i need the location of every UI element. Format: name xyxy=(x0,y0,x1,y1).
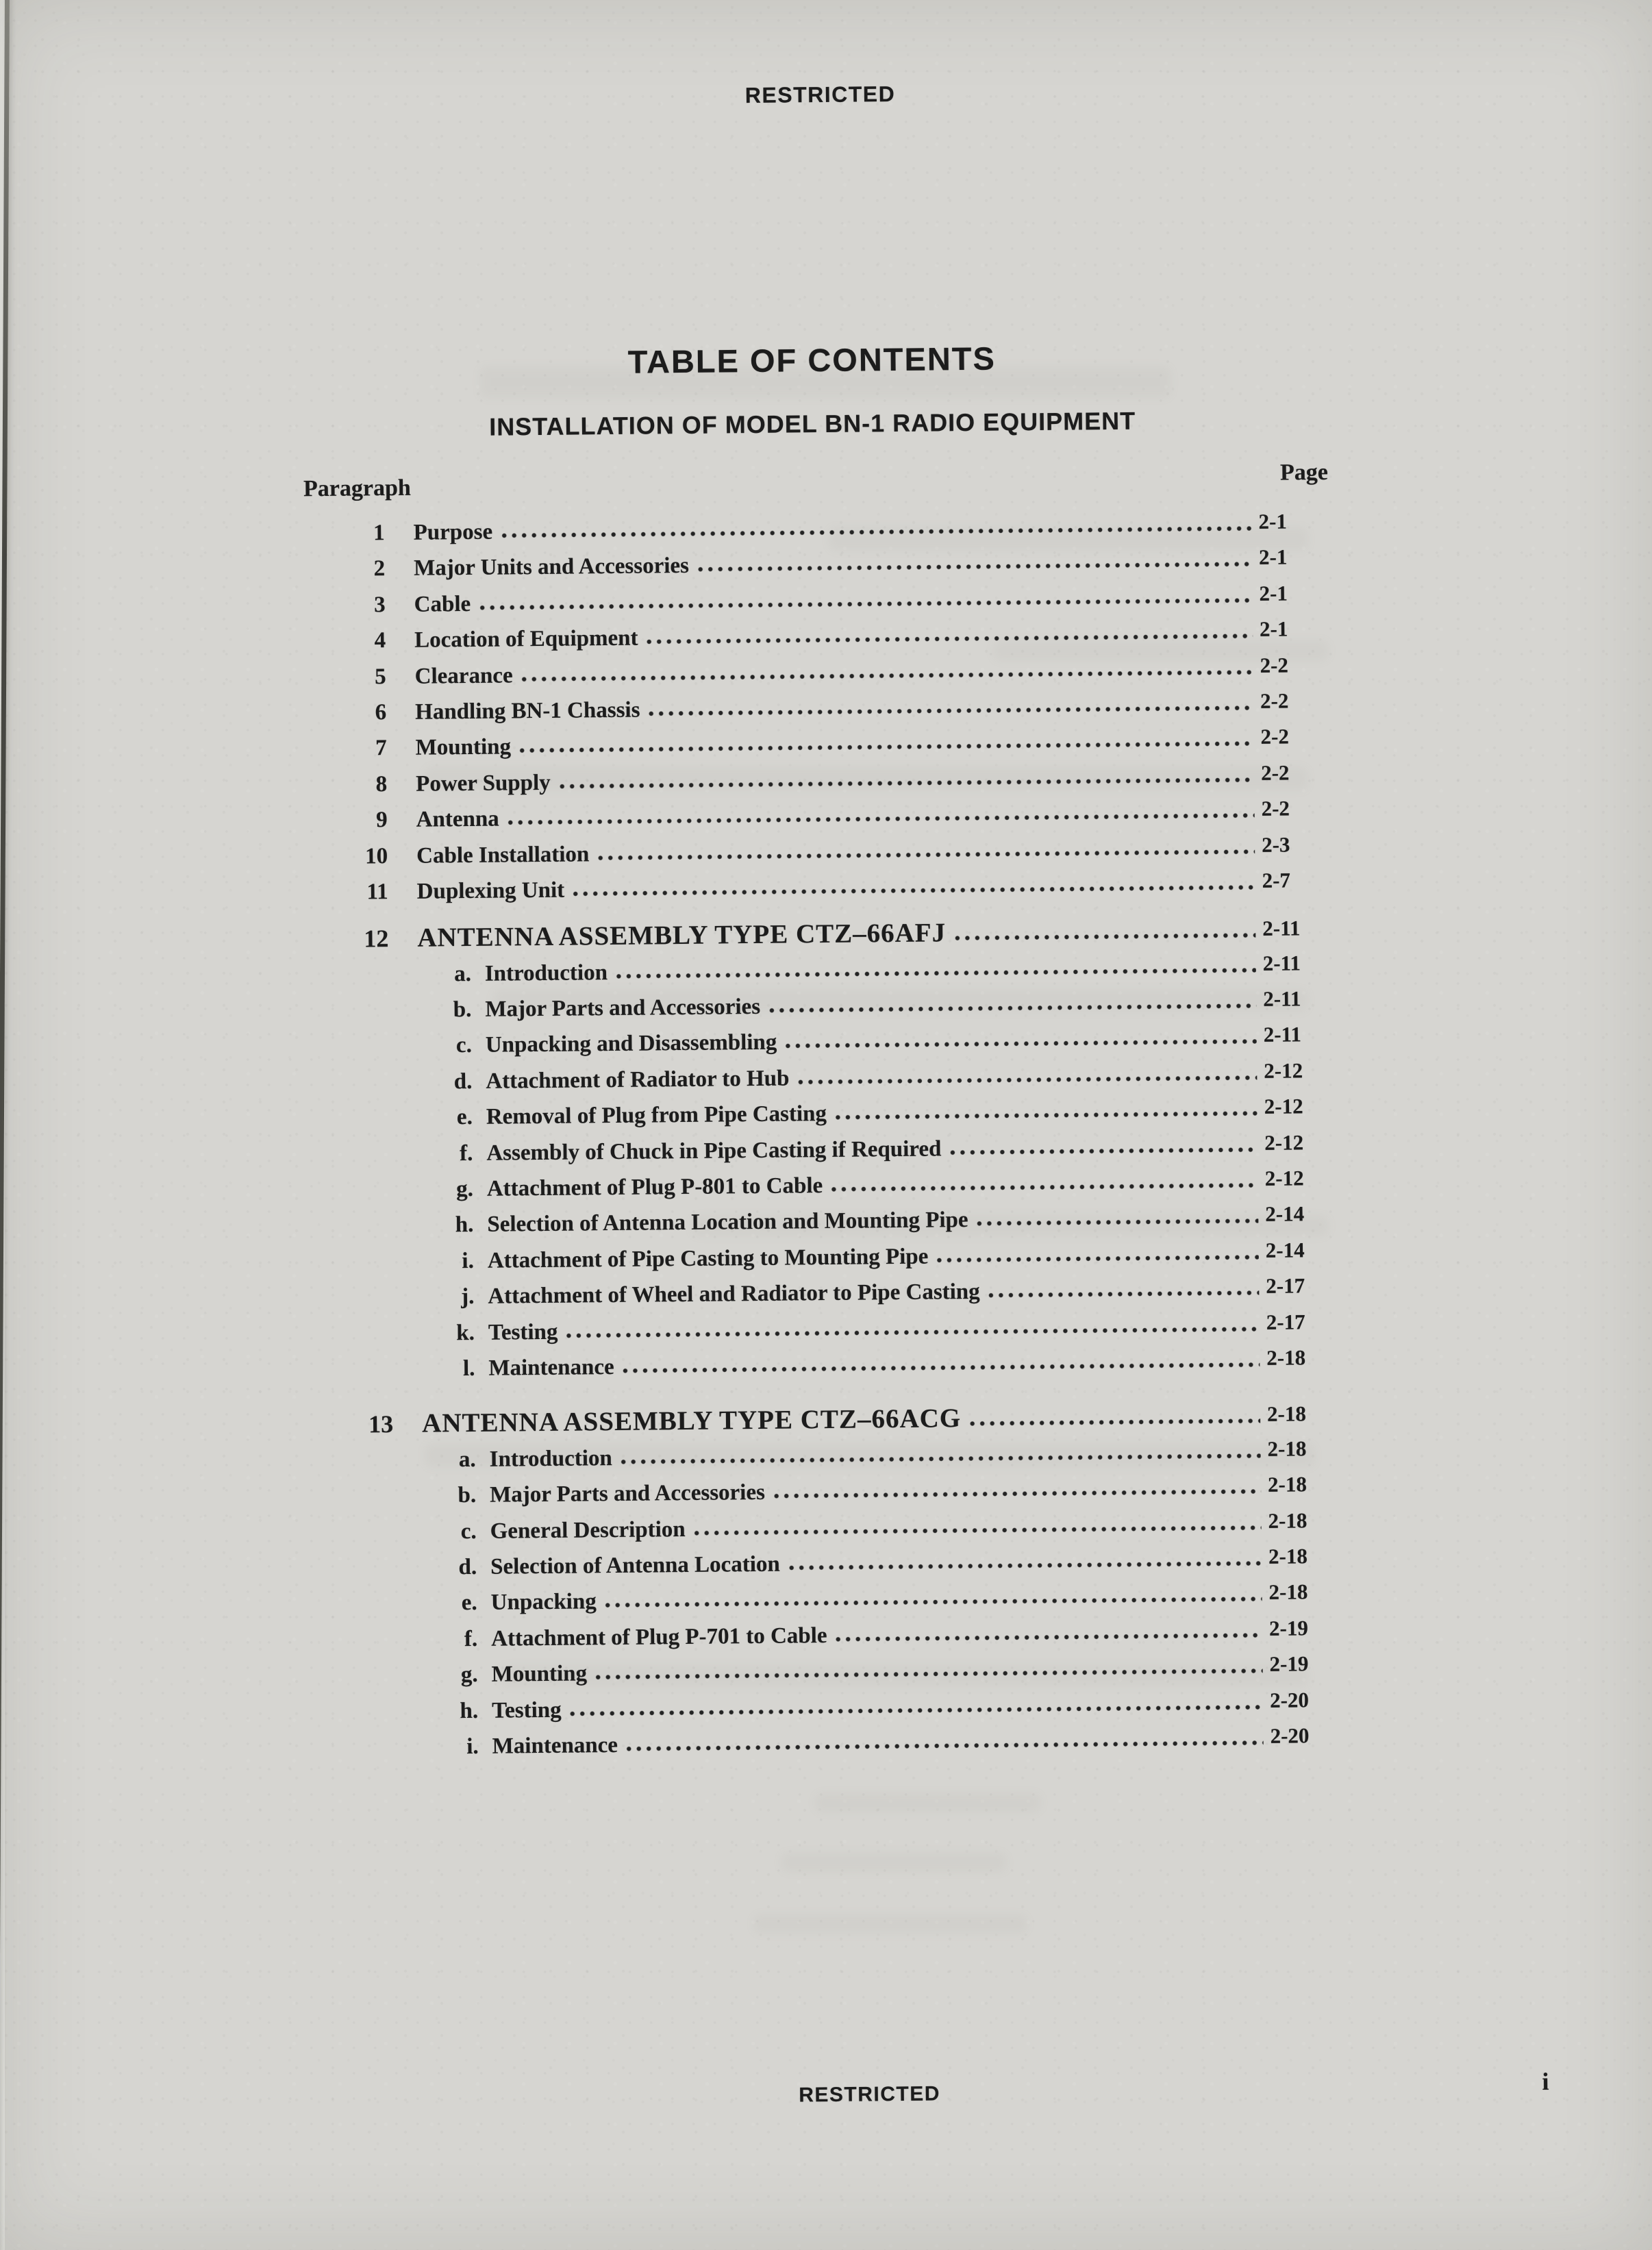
classification-footer: RESTRICTED xyxy=(799,2082,941,2107)
item-number: 11 xyxy=(366,879,388,905)
item-number: a. xyxy=(453,961,472,986)
item-page: 2-18 xyxy=(1268,1508,1307,1533)
item-page: 2-19 xyxy=(1269,1651,1309,1676)
item-label: Introduction xyxy=(484,960,608,986)
item-number: 7 xyxy=(375,736,387,761)
leader-dots xyxy=(623,1362,1260,1374)
item-page: 2-1 xyxy=(1258,509,1288,534)
leader-dots xyxy=(621,1453,1261,1465)
item-label: Attachment of Plug P-801 to Cable xyxy=(486,1173,823,1201)
page-number: i xyxy=(1542,2067,1549,2096)
leader-dots xyxy=(647,633,1253,645)
page-title: TABLE OF CONTENTS xyxy=(627,340,997,380)
item-page: 2-11 xyxy=(1262,951,1301,975)
paragraph-column-label: Paragraph xyxy=(303,475,412,502)
item-page: 2-14 xyxy=(1265,1201,1305,1227)
item-label: Major Units and Accessories xyxy=(414,553,690,582)
item-page: 2-18 xyxy=(1268,1544,1308,1568)
item-label: Assembly of Chuck in Pipe Casting if Required xyxy=(486,1136,942,1166)
item-number: k. xyxy=(456,1320,475,1345)
item-page: 2-7 xyxy=(1262,868,1291,892)
item-page: 2-2 xyxy=(1261,796,1290,821)
item-page: 2-11 xyxy=(1263,986,1301,1011)
item-number: b. xyxy=(458,1483,477,1508)
item-page: 2-1 xyxy=(1258,545,1288,570)
item-number: g. xyxy=(455,1176,474,1202)
item-label: Cable xyxy=(414,591,471,617)
item-page: 2-11 xyxy=(1262,916,1301,941)
item-number: 13 xyxy=(368,1410,394,1438)
item-page: 2-14 xyxy=(1265,1238,1305,1262)
item-label: Duplexing Unit xyxy=(416,877,565,904)
item-number: f. xyxy=(459,1140,473,1166)
item-label: Testing xyxy=(488,1319,558,1345)
item-label: Selection of Antenna Location xyxy=(490,1551,780,1579)
item-page: 2-3 xyxy=(1261,832,1290,857)
item-page: 2-19 xyxy=(1268,1615,1309,1640)
item-label: Location of Equipment xyxy=(414,625,638,653)
leader-dots xyxy=(501,525,1252,539)
column-headers xyxy=(303,459,1329,502)
item-page: 2-11 xyxy=(1263,1022,1302,1047)
item-page: 2-18 xyxy=(1268,1579,1308,1605)
item-number: 5 xyxy=(375,664,386,689)
item-number: 2 xyxy=(373,556,386,582)
item-label: Major Parts and Accessories xyxy=(485,994,761,1022)
leader-dots xyxy=(626,1740,1264,1752)
leader-dots xyxy=(570,1703,1264,1716)
item-label: Maintenance xyxy=(488,1354,614,1381)
item-label: Selection of Antenna Location and Mounting Pipe xyxy=(487,1208,968,1238)
item-label: Attachment of Radiator to Hub xyxy=(486,1066,790,1094)
leader-dots xyxy=(648,705,1253,716)
item-number: a. xyxy=(458,1447,476,1472)
leader-dots xyxy=(595,1668,1263,1680)
item-page: 2-1 xyxy=(1259,581,1288,605)
leader-dots xyxy=(773,1488,1261,1499)
item-label: Maintenance xyxy=(492,1732,618,1759)
item-label: Antenna xyxy=(416,806,499,832)
leader-dots xyxy=(969,1418,1260,1427)
item-number: c. xyxy=(455,1033,473,1058)
item-number: j. xyxy=(460,1284,475,1310)
item-number: i. xyxy=(462,1248,475,1273)
item-page: 2-12 xyxy=(1264,1094,1303,1119)
leader-dots xyxy=(605,1596,1262,1608)
leader-dots xyxy=(954,932,1255,941)
item-label: Purpose xyxy=(413,519,493,545)
item-page: 2-18 xyxy=(1266,1345,1306,1370)
item-page: 2-17 xyxy=(1266,1309,1305,1334)
item-page: 2-18 xyxy=(1266,1401,1307,1427)
leader-dots xyxy=(559,777,1255,790)
leader-dots xyxy=(521,669,1253,682)
page-subtitle: INSTALLATION OF MODEL BN-1 RADIO EQUIPMENT xyxy=(488,406,1136,441)
leader-dots xyxy=(694,1524,1262,1536)
leader-dots xyxy=(836,1632,1263,1642)
item-page: 2-20 xyxy=(1269,1687,1310,1712)
item-page: 2-2 xyxy=(1260,688,1289,713)
item-label: Power Supply xyxy=(416,770,551,797)
item-number: 9 xyxy=(376,808,388,833)
item-number: d. xyxy=(453,1068,473,1095)
item-page: 2-17 xyxy=(1266,1273,1305,1299)
item-number: 10 xyxy=(365,843,388,868)
item-label: General Description xyxy=(490,1516,686,1544)
item-label: Unpacking xyxy=(490,1589,597,1616)
item-number: 6 xyxy=(375,700,387,725)
item-page: 2-12 xyxy=(1264,1058,1303,1083)
leader-dots xyxy=(573,884,1255,897)
leader-dots xyxy=(788,1560,1262,1571)
leader-dots xyxy=(835,1110,1257,1121)
leader-dots xyxy=(977,1218,1259,1227)
item-label: Attachment of Plug P-701 to Cable xyxy=(491,1623,827,1651)
item-number: h. xyxy=(455,1212,474,1238)
leader-dots xyxy=(697,561,1252,573)
item-label: Major Parts and Accessories xyxy=(489,1480,766,1508)
item-label: Removal of Plug from Pipe Casting xyxy=(486,1101,827,1130)
leader-dots xyxy=(597,848,1255,860)
item-label: Mounting xyxy=(415,734,512,761)
item-page: 2-2 xyxy=(1260,653,1289,677)
item-number: 1 xyxy=(373,521,385,546)
item-label: Attachment of Wheel and Radiator to Pipe Casting xyxy=(488,1279,980,1309)
item-page: 2-1 xyxy=(1259,616,1288,642)
leader-dots xyxy=(616,967,1256,979)
leader-dots xyxy=(988,1290,1260,1299)
item-label: Attachment of Pipe Casting to Mounting Pipe xyxy=(487,1244,929,1273)
item-page: 2-12 xyxy=(1264,1129,1304,1155)
item-page: 2-2 xyxy=(1260,760,1290,785)
item-page: 2-18 xyxy=(1267,1472,1307,1497)
item-page: 2-2 xyxy=(1260,724,1290,749)
item-label: Handling BN-1 Chassis xyxy=(415,697,640,725)
classification-header: RESTRICTED xyxy=(744,81,896,108)
leader-dots xyxy=(566,1326,1260,1339)
item-page: 2-20 xyxy=(1270,1723,1310,1748)
leader-dots xyxy=(831,1182,1258,1192)
leader-dots xyxy=(785,1038,1257,1049)
item-label: Unpacking and Disassembling xyxy=(485,1030,777,1058)
item-page: 2-18 xyxy=(1267,1436,1307,1461)
item-number: c. xyxy=(460,1518,477,1544)
item-number: i. xyxy=(466,1734,479,1759)
item-number: h. xyxy=(460,1698,479,1723)
item-number: d. xyxy=(458,1554,477,1580)
item-page: 2-12 xyxy=(1264,1166,1304,1190)
leader-dots xyxy=(768,1003,1256,1014)
leader-dots xyxy=(519,740,1254,753)
leader-dots xyxy=(479,597,1253,611)
item-number: g. xyxy=(460,1662,478,1688)
item-number: 12 xyxy=(364,925,389,953)
item-number: f. xyxy=(464,1626,478,1651)
item-number: e. xyxy=(456,1105,473,1130)
leader-dots xyxy=(936,1254,1259,1264)
item-label: Clearance xyxy=(414,662,513,689)
item-number: 3 xyxy=(374,592,386,618)
leader-dots xyxy=(508,812,1255,825)
toc-list xyxy=(303,506,1340,1766)
leader-dots xyxy=(949,1147,1257,1155)
leader-dots xyxy=(797,1075,1257,1085)
item-label: Testing xyxy=(492,1697,562,1723)
item-number: 4 xyxy=(374,628,386,653)
item-number: e. xyxy=(461,1590,477,1616)
item-label: Mounting xyxy=(491,1661,588,1687)
item-label: Introduction xyxy=(489,1445,612,1472)
item-label: Cable Installation xyxy=(416,841,590,868)
item-label: ANTENNA ASSEMBLY TYPE CTZ–66ACG xyxy=(421,1403,962,1439)
item-number: b. xyxy=(453,997,472,1023)
page-column-label: Page xyxy=(1279,459,1329,486)
item-number: 8 xyxy=(375,771,388,797)
item-number: l. xyxy=(462,1355,475,1382)
item-label: ANTENNA ASSEMBLY TYPE CTZ–66AFJ xyxy=(417,918,947,953)
